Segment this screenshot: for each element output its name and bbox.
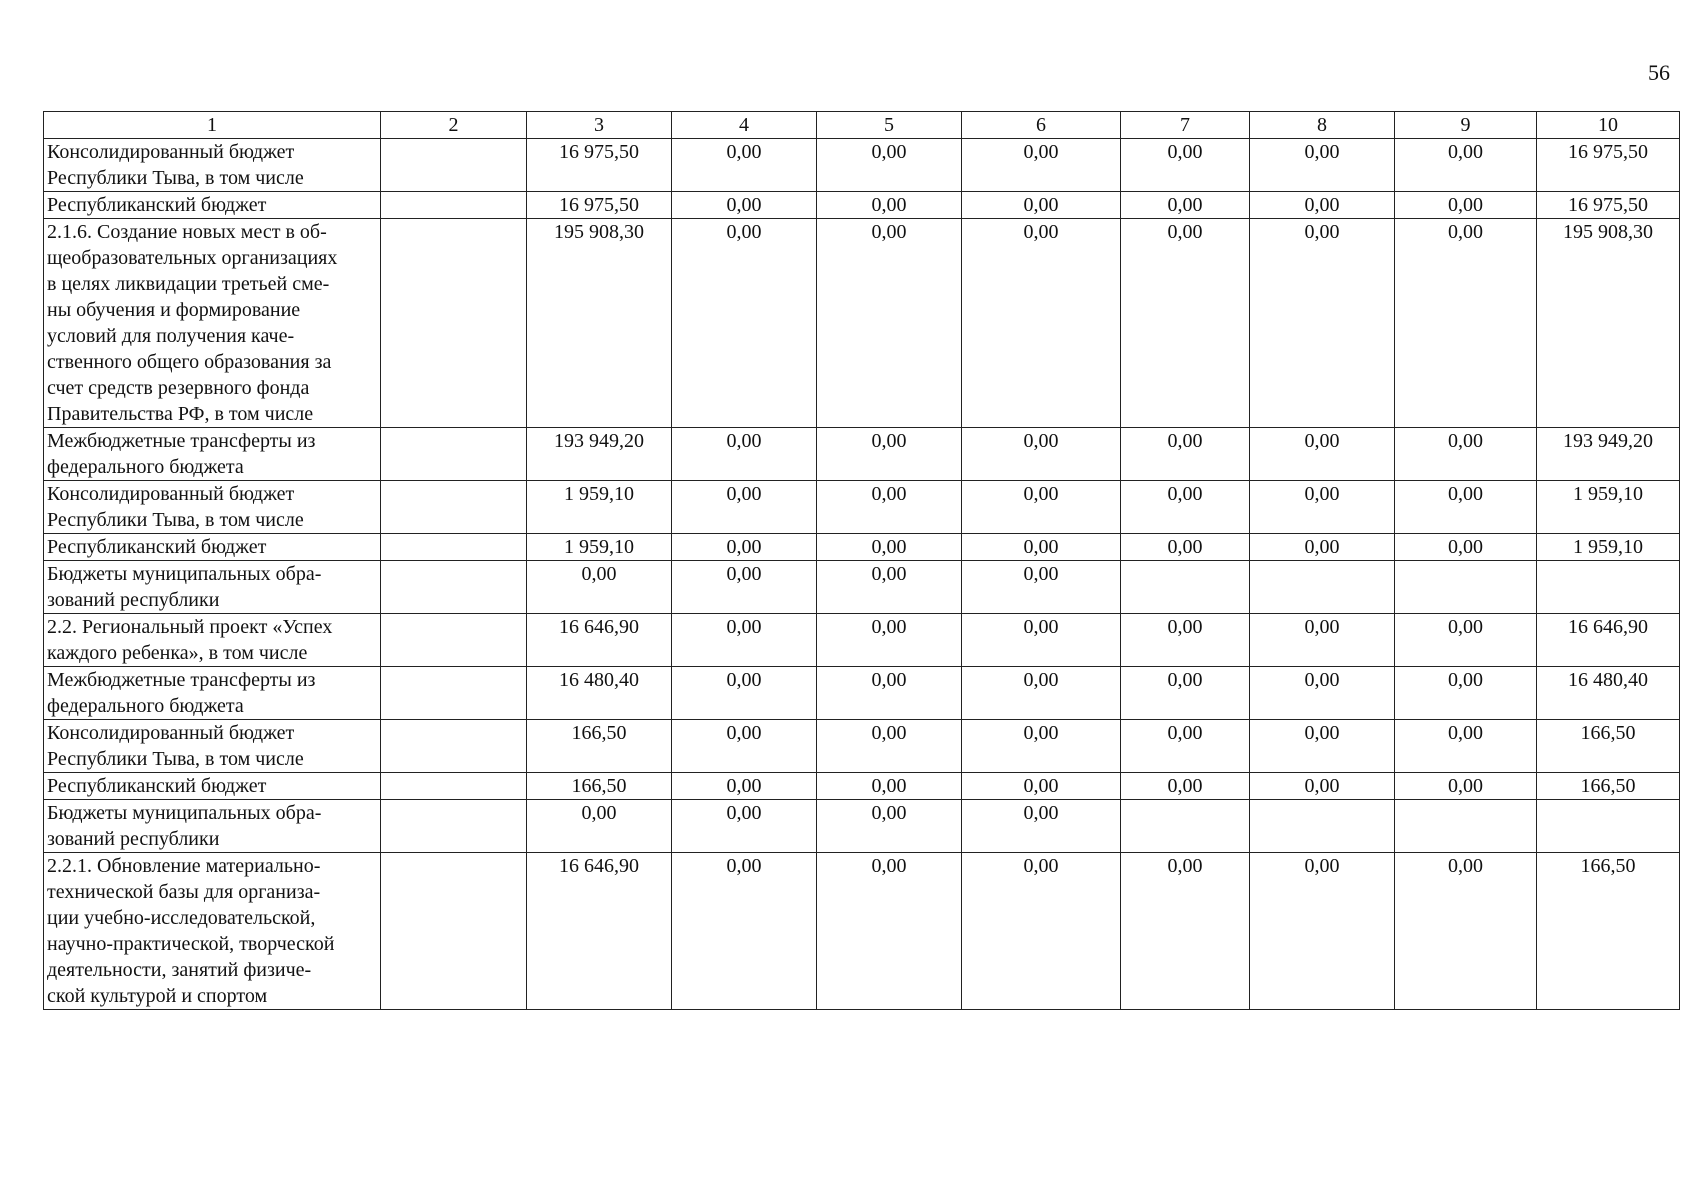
column-header-8: 8 xyxy=(1250,112,1395,139)
cell-col-5: 0,00 xyxy=(817,219,962,428)
cell-col-9: 0,00 xyxy=(1395,428,1537,481)
cell-col-4: 0,00 xyxy=(672,534,817,561)
cell-col-7: 0,00 xyxy=(1121,192,1250,219)
cell-col-5: 0,00 xyxy=(817,428,962,481)
cell-col-8: 0,00 xyxy=(1250,428,1395,481)
cell-col-8: 0,00 xyxy=(1250,667,1395,720)
cell-col-4: 0,00 xyxy=(672,853,817,1010)
cell-col-6: 0,00 xyxy=(962,800,1121,853)
cell-col-9: 0,00 xyxy=(1395,219,1537,428)
table-row xyxy=(44,773,1680,800)
cell-col-4: 0,00 xyxy=(672,667,817,720)
cell-col-6: 0,00 xyxy=(962,481,1121,534)
cell-col-3: 166,50 xyxy=(527,720,672,773)
cell-col-2 xyxy=(381,667,527,720)
cell-col-6: 0,00 xyxy=(962,773,1121,800)
cell-col-10 xyxy=(1537,800,1680,853)
cell-col-5: 0,00 xyxy=(817,614,962,667)
table-header xyxy=(44,112,1680,139)
cell-col-2 xyxy=(381,853,527,1010)
budget-table xyxy=(43,111,1680,1010)
cell-col-8 xyxy=(1250,561,1395,614)
cell-col-9: 0,00 xyxy=(1395,773,1537,800)
table-row xyxy=(44,219,1680,428)
table-row xyxy=(44,481,1680,534)
cell-col-9: 0,00 xyxy=(1395,192,1537,219)
row-label: Межбюджетные трансферты из федерального бюджета xyxy=(44,428,381,481)
cell-col-3: 166,50 xyxy=(527,773,672,800)
page-number: 56 xyxy=(1648,60,1670,85)
cell-col-6: 0,00 xyxy=(962,853,1121,1010)
table-row xyxy=(44,720,1680,773)
cell-col-10: 195 908,30 xyxy=(1537,219,1680,428)
cell-col-6: 0,00 xyxy=(962,534,1121,561)
cell-col-5: 0,00 xyxy=(817,534,962,561)
cell-col-2 xyxy=(381,219,527,428)
row-label: Бюджеты муниципальных обра- зований республики xyxy=(44,561,381,614)
cell-col-9 xyxy=(1395,561,1537,614)
cell-col-7: 0,00 xyxy=(1121,614,1250,667)
cell-col-4: 0,00 xyxy=(672,773,817,800)
row-label: Консолидированный бюджет Республики Тыва, в том числе xyxy=(44,720,381,773)
cell-col-10: 1 959,10 xyxy=(1537,534,1680,561)
cell-col-9: 0,00 xyxy=(1395,139,1537,192)
cell-col-4: 0,00 xyxy=(672,800,817,853)
cell-col-4: 0,00 xyxy=(672,720,817,773)
cell-col-4: 0,00 xyxy=(672,192,817,219)
cell-col-3: 16 480,40 xyxy=(527,667,672,720)
cell-col-6: 0,00 xyxy=(962,192,1121,219)
cell-col-6: 0,00 xyxy=(962,219,1121,428)
cell-col-9: 0,00 xyxy=(1395,614,1537,667)
cell-col-2 xyxy=(381,561,527,614)
cell-col-2 xyxy=(381,773,527,800)
cell-col-6: 0,00 xyxy=(962,720,1121,773)
cell-col-7: 0,00 xyxy=(1121,481,1250,534)
cell-col-3: 0,00 xyxy=(527,561,672,614)
table-row xyxy=(44,853,1680,1010)
column-header-7: 7 xyxy=(1121,112,1250,139)
cell-col-10: 166,50 xyxy=(1537,773,1680,800)
cell-col-8 xyxy=(1250,800,1395,853)
cell-col-8: 0,00 xyxy=(1250,139,1395,192)
cell-col-10 xyxy=(1537,561,1680,614)
table-row xyxy=(44,800,1680,853)
cell-col-3: 195 908,30 xyxy=(527,219,672,428)
cell-col-8: 0,00 xyxy=(1250,773,1395,800)
cell-col-10: 1 959,10 xyxy=(1537,481,1680,534)
cell-col-4: 0,00 xyxy=(672,561,817,614)
cell-col-2 xyxy=(381,192,527,219)
row-label: 2.2.1. Обновление материально- технической базы для организа- ции учебно-исследовательской, научно-практической, творческой деятельности, занятий физиче- ской культурой и спортом xyxy=(44,853,381,1010)
cell-col-9: 0,00 xyxy=(1395,667,1537,720)
cell-col-5: 0,00 xyxy=(817,561,962,614)
cell-col-7: 0,00 xyxy=(1121,534,1250,561)
cell-col-4: 0,00 xyxy=(672,614,817,667)
cell-col-3: 1 959,10 xyxy=(527,481,672,534)
cell-col-7 xyxy=(1121,800,1250,853)
cell-col-2 xyxy=(381,428,527,481)
cell-col-6: 0,00 xyxy=(962,614,1121,667)
cell-col-3: 16 975,50 xyxy=(527,192,672,219)
cell-col-8: 0,00 xyxy=(1250,614,1395,667)
row-label: Республиканский бюджет xyxy=(44,534,381,561)
cell-col-6: 0,00 xyxy=(962,667,1121,720)
table-row xyxy=(44,667,1680,720)
cell-col-3: 16 975,50 xyxy=(527,139,672,192)
column-header-2: 2 xyxy=(381,112,527,139)
table-row xyxy=(44,139,1680,192)
row-label: Консолидированный бюджет Республики Тыва, в том числе xyxy=(44,139,381,192)
table-row xyxy=(44,614,1680,667)
cell-col-10: 166,50 xyxy=(1537,720,1680,773)
cell-col-4: 0,00 xyxy=(672,139,817,192)
cell-col-4: 0,00 xyxy=(672,481,817,534)
row-label: Бюджеты муниципальных обра- зований республики xyxy=(44,800,381,853)
cell-col-6: 0,00 xyxy=(962,139,1121,192)
cell-col-2 xyxy=(381,139,527,192)
cell-col-2 xyxy=(381,481,527,534)
cell-col-10: 16 975,50 xyxy=(1537,139,1680,192)
row-label: Консолидированный бюджет Республики Тыва, в том числе xyxy=(44,481,381,534)
cell-col-2 xyxy=(381,720,527,773)
cell-col-5: 0,00 xyxy=(817,720,962,773)
cell-col-9: 0,00 xyxy=(1395,720,1537,773)
cell-col-3: 16 646,90 xyxy=(527,614,672,667)
column-header-4: 4 xyxy=(672,112,817,139)
cell-col-9 xyxy=(1395,800,1537,853)
column-header-6: 6 xyxy=(962,112,1121,139)
cell-col-3: 1 959,10 xyxy=(527,534,672,561)
cell-col-2 xyxy=(381,614,527,667)
cell-col-8: 0,00 xyxy=(1250,853,1395,1010)
cell-col-4: 0,00 xyxy=(672,219,817,428)
cell-col-3: 193 949,20 xyxy=(527,428,672,481)
table-row xyxy=(44,534,1680,561)
cell-col-5: 0,00 xyxy=(817,481,962,534)
cell-col-5: 0,00 xyxy=(817,667,962,720)
cell-col-2 xyxy=(381,534,527,561)
table-row xyxy=(44,561,1680,614)
column-header-1: 1 xyxy=(44,112,381,139)
cell-col-5: 0,00 xyxy=(817,853,962,1010)
row-label: Межбюджетные трансферты из федерального бюджета xyxy=(44,667,381,720)
column-header-10: 10 xyxy=(1537,112,1680,139)
cell-col-8: 0,00 xyxy=(1250,720,1395,773)
cell-col-9: 0,00 xyxy=(1395,534,1537,561)
cell-col-7: 0,00 xyxy=(1121,773,1250,800)
cell-col-10: 193 949,20 xyxy=(1537,428,1680,481)
cell-col-2 xyxy=(381,800,527,853)
cell-col-4: 0,00 xyxy=(672,428,817,481)
cell-col-8: 0,00 xyxy=(1250,481,1395,534)
column-header-5: 5 xyxy=(817,112,962,139)
cell-col-9: 0,00 xyxy=(1395,481,1537,534)
cell-col-7 xyxy=(1121,561,1250,614)
cell-col-5: 0,00 xyxy=(817,139,962,192)
cell-col-6: 0,00 xyxy=(962,561,1121,614)
cell-col-5: 0,00 xyxy=(817,800,962,853)
cell-col-10: 16 480,40 xyxy=(1537,667,1680,720)
table-row xyxy=(44,428,1680,481)
row-label: Республиканский бюджет xyxy=(44,192,381,219)
column-header-3: 3 xyxy=(527,112,672,139)
row-label: 2.1.6. Создание новых мест в об- щеобразовательных организациях в целях ликвидации третьей сме- ны обучения и формирование условий для получения каче- ственного общего образования за счет средств резервного фонда Правительства РФ, в том числе xyxy=(44,219,381,428)
cell-col-6: 0,00 xyxy=(962,428,1121,481)
cell-col-7: 0,00 xyxy=(1121,853,1250,1010)
cell-col-7: 0,00 xyxy=(1121,428,1250,481)
cell-col-5: 0,00 xyxy=(817,192,962,219)
cell-col-8: 0,00 xyxy=(1250,192,1395,219)
table-body xyxy=(44,139,1680,1010)
cell-col-3: 16 646,90 xyxy=(527,853,672,1010)
cell-col-8: 0,00 xyxy=(1250,219,1395,428)
cell-col-5: 0,00 xyxy=(817,773,962,800)
cell-col-10: 16 646,90 xyxy=(1537,614,1680,667)
cell-col-7: 0,00 xyxy=(1121,667,1250,720)
cell-col-7: 0,00 xyxy=(1121,139,1250,192)
column-header-9: 9 xyxy=(1395,112,1537,139)
header-row xyxy=(44,112,1680,139)
cell-col-10: 166,50 xyxy=(1537,853,1680,1010)
cell-col-10: 16 975,50 xyxy=(1537,192,1680,219)
row-label: Республиканский бюджет xyxy=(44,773,381,800)
cell-col-7: 0,00 xyxy=(1121,720,1250,773)
cell-col-8: 0,00 xyxy=(1250,534,1395,561)
cell-col-3: 0,00 xyxy=(527,800,672,853)
cell-col-9: 0,00 xyxy=(1395,853,1537,1010)
row-label: 2.2. Региональный проект «Успех каждого ребенка», в том числе xyxy=(44,614,381,667)
cell-col-7: 0,00 xyxy=(1121,219,1250,428)
table-row xyxy=(44,192,1680,219)
